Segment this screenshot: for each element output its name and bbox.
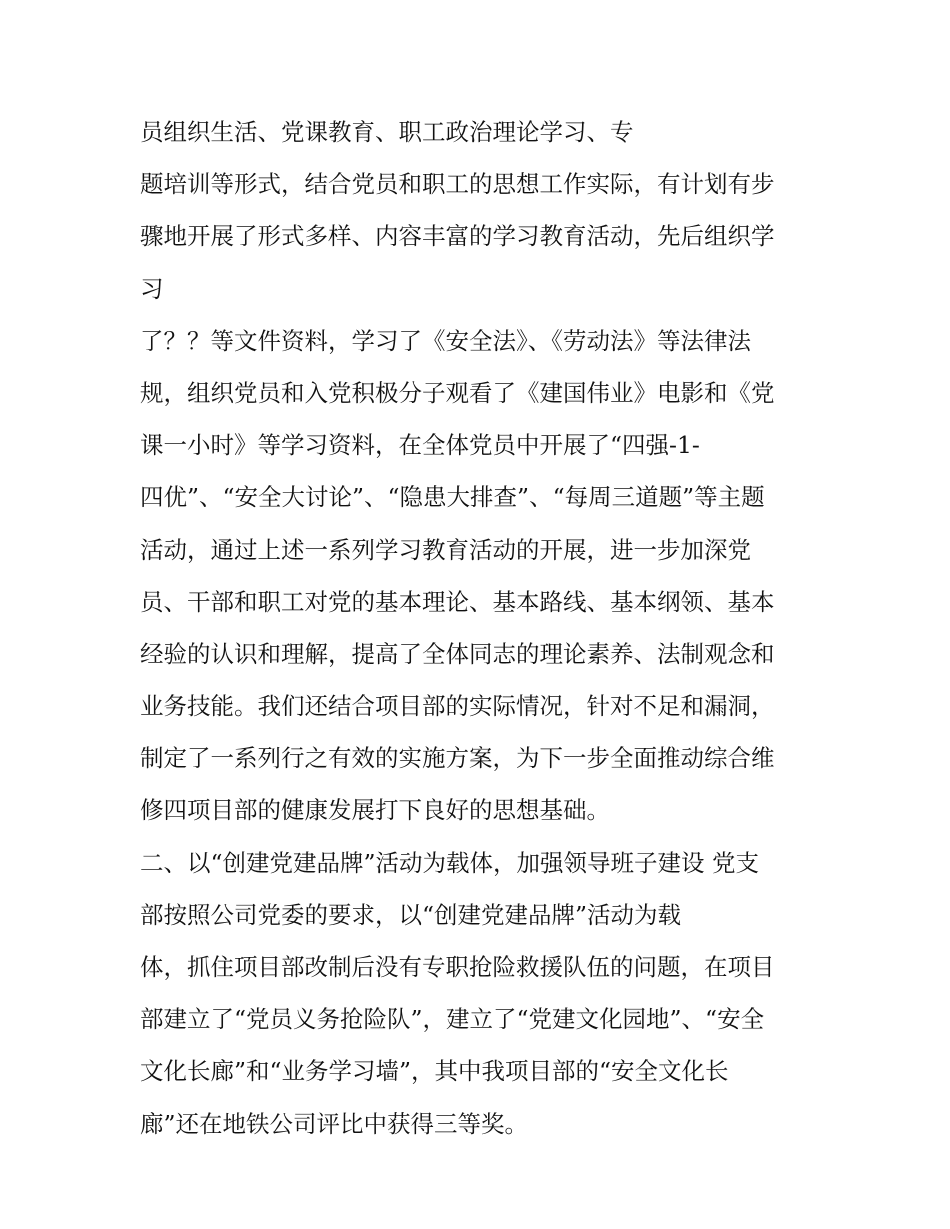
text-line: 修四项目部的健康发展打下良好的思想基础。	[140, 796, 610, 825]
text-line: 业务技能。我们还结合项目部的实际情况，针对不足和漏洞，	[140, 692, 775, 721]
text-line: 制定了一系列行之有效的实施方案，为下一步全面推动综合维	[140, 744, 775, 773]
text-line: 文化长廊”和“业务学习墙”，其中我项目部的“安全文化长	[140, 1057, 729, 1086]
text-line: 廊”还在地铁公司评比中获得三等奖。	[140, 1109, 529, 1138]
text-line: 员组织生活、党课教育、职工政治理论学习、专	[140, 118, 634, 146]
text-line: 题培训等形式，结合党员和职工的思想工作实际，有计划有步	[140, 170, 775, 199]
body-text	[140, 106, 830, 1150]
text-line: 活动，通过上述一系列学习教育活动的开展，进一步加深党	[140, 535, 751, 564]
text-line: 部按照公司党委的要求，以“创建党建品牌”活动为载	[140, 900, 682, 929]
text-line: 规，组织党员和入党积极分子观看了《建国伟业》电影和《党	[140, 378, 775, 407]
text-line: 骤地开展了形式多样、内容丰富的学习教育活动，先后组织学	[140, 222, 775, 251]
text-line: 员、干部和职工对党的基本理论、基本路线、基本纲领、基本	[140, 587, 775, 616]
text-line: 习	[140, 274, 164, 303]
text-line: 经验的认识和理解，提高了全体同志的理论素养、法制观念和	[140, 639, 775, 668]
text-line: 了？？等文件资料，学习了《安全法》、《劳动法》等法律法	[140, 326, 751, 355]
text-line: 部建立了“党员义务抢险队”，建立了“党建文化园地”、“安全	[140, 1005, 765, 1034]
text-line: 二、以“创建党建品牌”活动为载体，加强领导班子建设 党支	[140, 848, 759, 877]
text-line: 课一小时》等学习资料，在全体党员中开展了“四强-1-	[140, 431, 700, 460]
text-line: 体，抓住项目部改制后没有专职抢险救援队伍的问题，在项目	[140, 953, 775, 981]
text-line: 四优”、“安全大讨论”、“隐患大排查”、“每周三道题”等主题	[140, 483, 765, 512]
